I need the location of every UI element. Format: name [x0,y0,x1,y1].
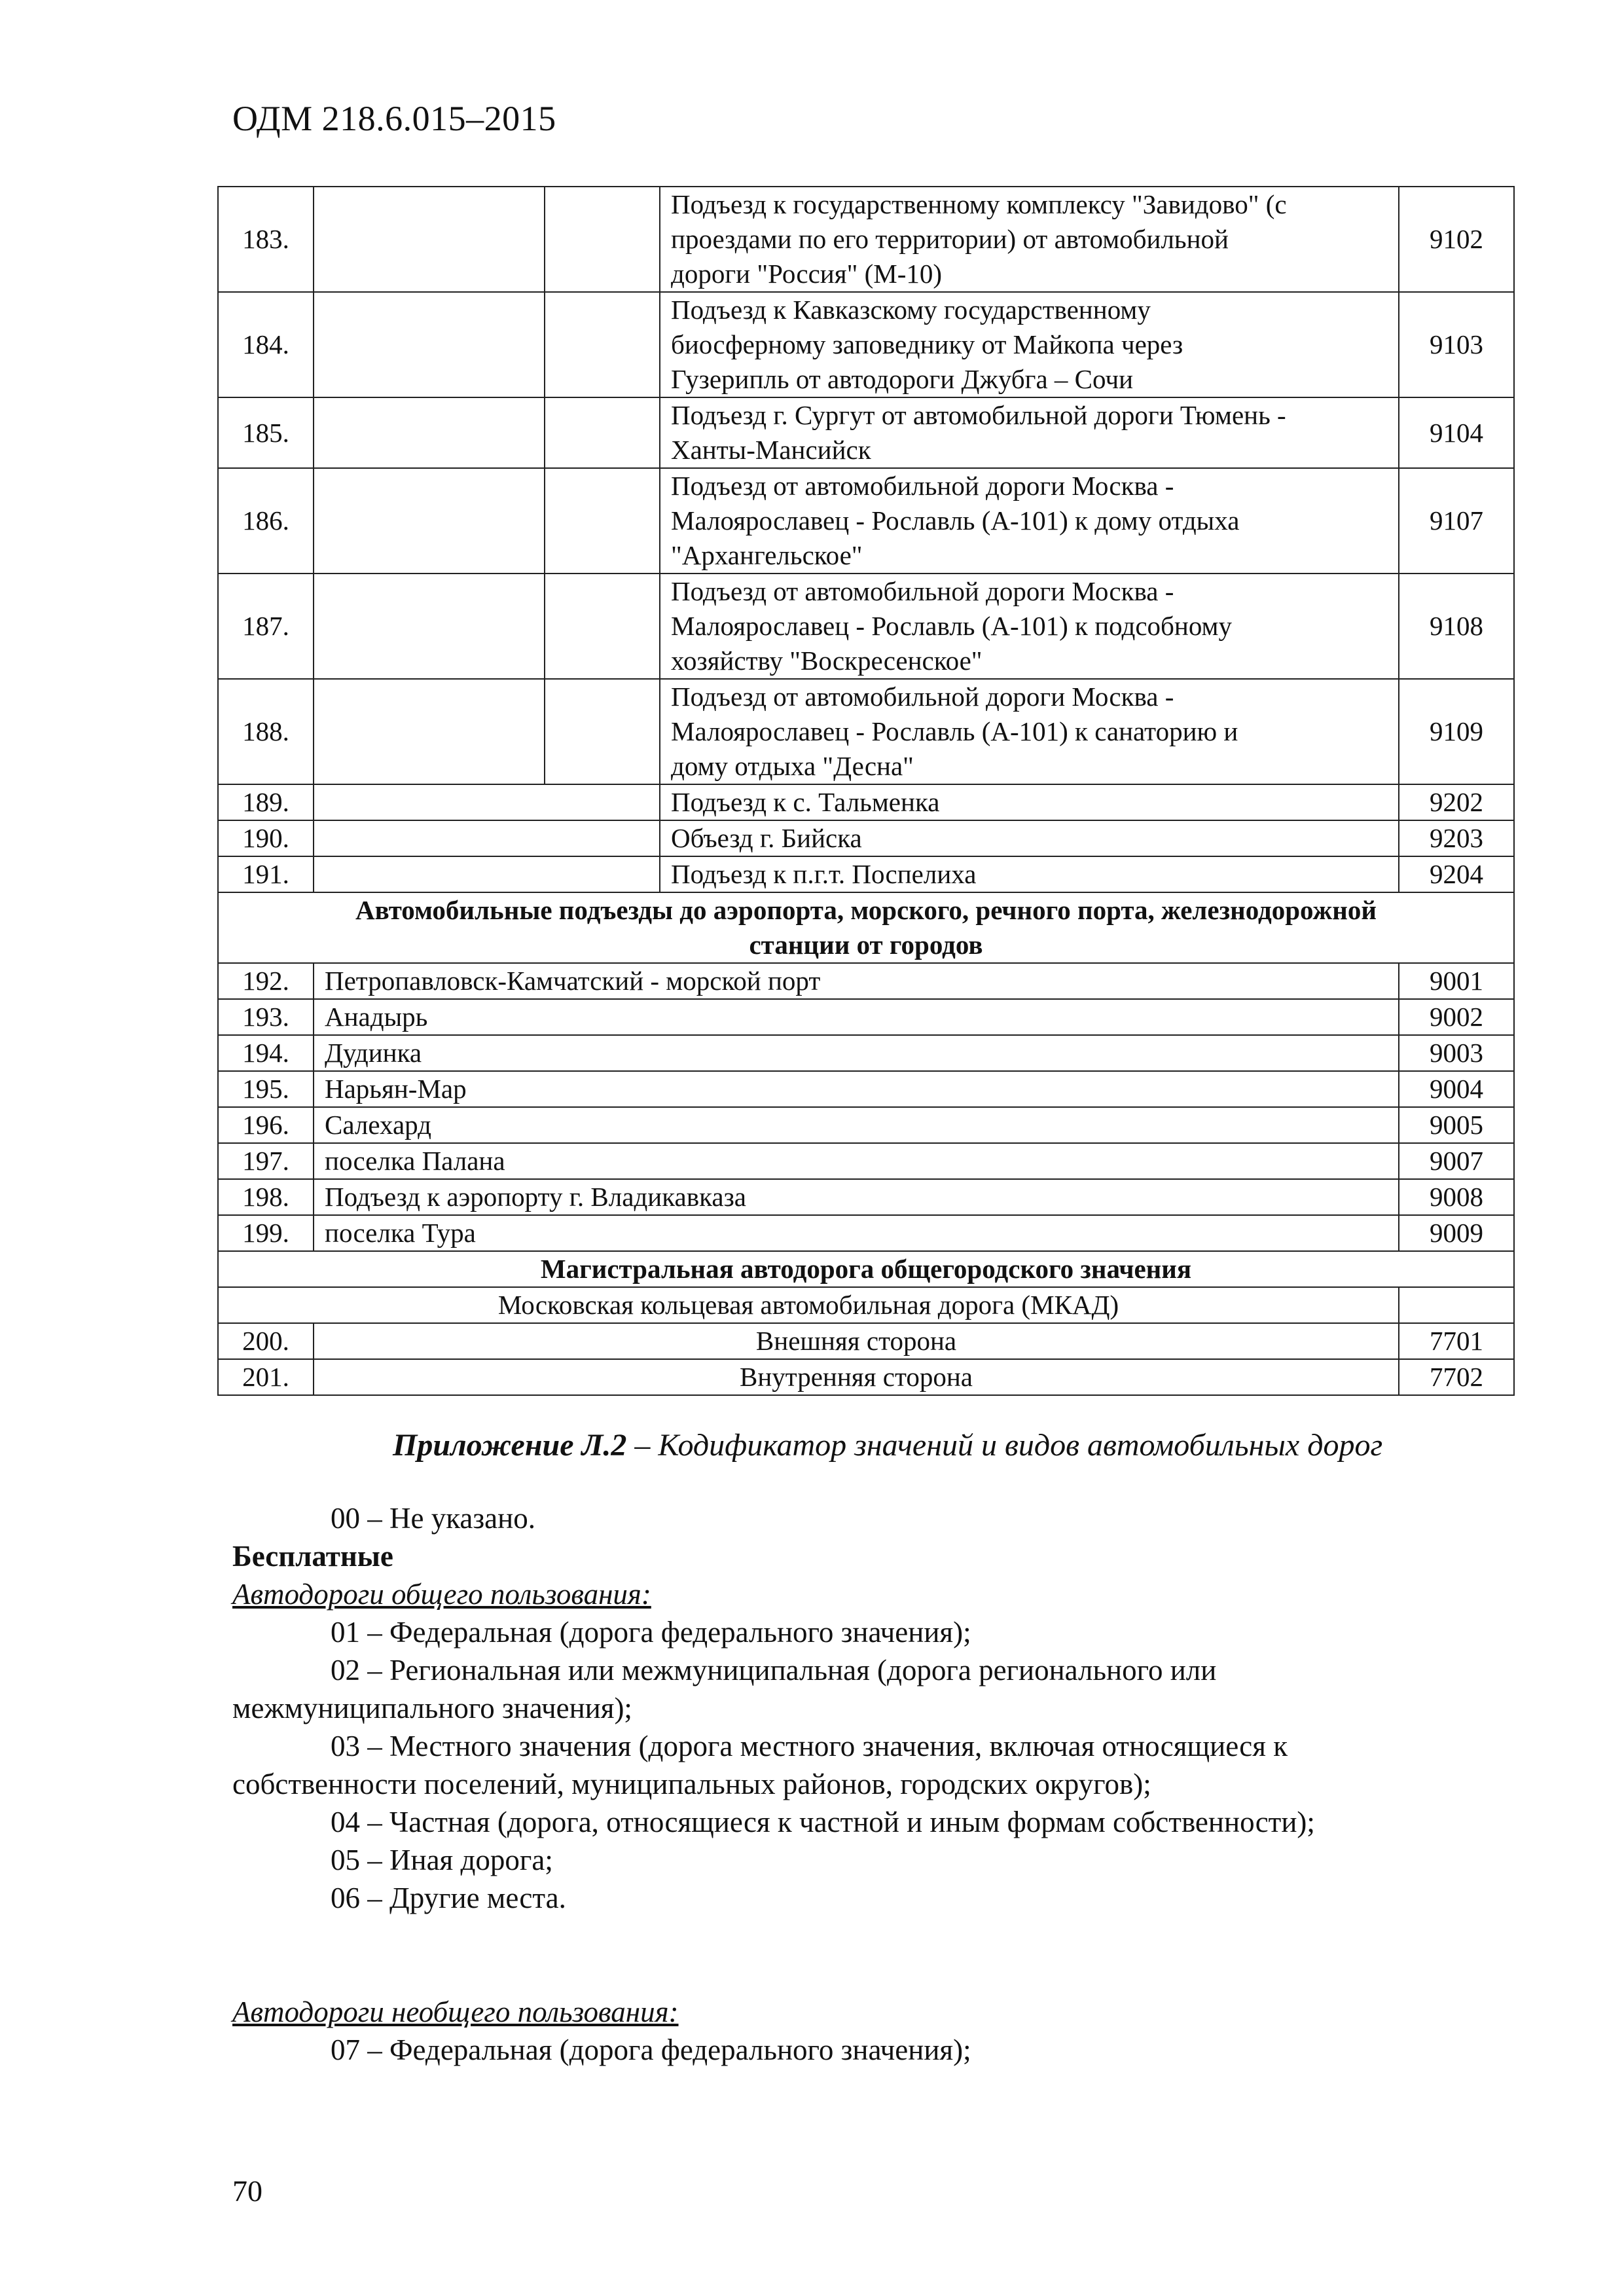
empty-cell [314,397,545,468]
row-number: 187. [218,574,314,679]
road-code: 9008 [1399,1179,1514,1215]
section-line-2: станции от городов [749,930,983,960]
road-name-line: Подъезд от автомобильной дороги Москва - [671,471,1174,501]
table-row [218,1359,1514,1395]
road-name: Салехард [314,1107,1399,1143]
road-name-line: хозяйству "Воскресенское" [671,646,983,676]
empty-cell [545,468,660,574]
table-row [218,784,1514,820]
section-row [218,1251,1514,1287]
code-item-06: 06 – Другие места. [331,1882,566,1914]
row-number: 184. [218,292,314,397]
road-code: 9203 [1399,820,1514,856]
road-name-line: Подъезд г. Сургут от автомобильной дороги Тюмень - [671,400,1286,430]
road-code: 9002 [1399,999,1514,1035]
road-code: 9007 [1399,1143,1514,1179]
table-row [218,1143,1514,1179]
code-item-03: 03 – Местного значения (дорога местного значения, включая относящиеся к собственности поселений, муниципальных районов, городских округов); [232,1730,1288,1800]
road-name-line: Подъезд к п.г.т. Поспелиха [671,859,977,889]
appendix-dash: – [626,1428,659,1463]
road-code: 7701 [1399,1323,1514,1359]
road-name: поселка Палана [314,1143,1399,1179]
appendix-label: Приложение Л.2 [393,1428,627,1463]
road-name: Внешняя сторона [314,1323,1399,1359]
code-item-00: 00 – Не указано. [331,1502,535,1535]
road-name-line: Гузерипль от автодороги Джубга – Сочи [671,364,1134,394]
road-name: Дудинка [314,1035,1399,1071]
section-row [218,892,1514,963]
road-name-line: Ханты-Мансийск [671,435,871,465]
row-number: 195. [218,1071,314,1107]
road-name [660,397,1399,468]
road-code: 9104 [1399,397,1514,468]
empty-cell [545,397,660,468]
mkad-title: Московская кольцевая автомобильная дорога (МКАД) [218,1287,1399,1323]
empty-cell [314,187,545,292]
table-row [218,1035,1514,1071]
road-name-line: дороги "Россия" (М-10) [671,259,943,289]
free-heading: Бесплатные [232,1540,393,1573]
road-code: 9107 [1399,468,1514,574]
road-name-line: Малоярославец - Рославль (А-101) к санаторию и [671,716,1238,746]
road-name-line: Малоярославец - Рославль (А-101) к дому отдыха [671,505,1240,536]
empty-cell [545,574,660,679]
road-name-line: биосферному заповеднику от Майкопа через [671,329,1183,359]
road-name [660,820,1399,856]
empty-cell [545,679,660,784]
road-name [660,292,1399,397]
empty-cell [314,856,660,892]
road-code: 9102 [1399,187,1514,292]
table-row [218,1107,1514,1143]
road-name-line: Подъезд к с. Тальменка [671,787,940,817]
road-name [660,856,1399,892]
road-code: 9108 [1399,574,1514,679]
road-name: Внутренняя сторона [314,1359,1399,1395]
road-code: 9202 [1399,784,1514,820]
code-item-01: 01 – Федеральная (дорога федерального значения); [331,1616,971,1649]
row-number: 191. [218,856,314,892]
document-header: ОДМ 218.6.015–2015 [232,99,556,138]
nonpublic-roads-heading: Автодороги необщего пользования: [232,1995,679,2028]
row-number: 192. [218,963,314,999]
road-name-line: Подъезд к Кавказскому государственному [671,295,1151,325]
appendix-title: Кодификатор значений и видов автомобильных дорог [658,1428,1383,1463]
road-name-line: Объезд г. Бийска [671,823,862,853]
road-code: 9004 [1399,1071,1514,1107]
row-number: 185. [218,397,314,468]
road-name-line: Малоярославец - Рославль (А-101) к подсобному [671,611,1232,641]
table-row [218,1215,1514,1251]
table-row [218,1323,1514,1359]
code-item-07: 07 – Федеральная (дорога федерального значения); [331,2033,971,2066]
road-code: 9204 [1399,856,1514,892]
table-row [218,1179,1514,1215]
road-name-line: Подъезд к государственному комплексу "Завидово" (с [671,189,1287,219]
row-number: 201. [218,1359,314,1395]
row-number: 183. [218,187,314,292]
row-number: 200. [218,1323,314,1359]
road-name [660,679,1399,784]
row-number: 197. [218,1143,314,1179]
table-body-roads-a [218,187,1514,892]
road-name-line: Подъезд от автомобильной дороги Москва - [671,682,1174,712]
road-name: Петропавловск-Камчатский - морской порт [314,963,1399,999]
table-row [218,574,1514,679]
table-body-roads-b [218,963,1514,1251]
row-number: 198. [218,1179,314,1215]
empty-cell [314,820,660,856]
table-row [218,999,1514,1035]
table-row [218,679,1514,784]
road-code: 9005 [1399,1107,1514,1143]
empty-cell [314,292,545,397]
road-name: Анадырь [314,999,1399,1035]
row-number: 188. [218,679,314,784]
road-name [660,468,1399,574]
page-number: 70 [232,2174,262,2208]
table-row [218,856,1514,892]
road-name-line: проездами по его территории) от автомобильной [671,224,1229,254]
row-number: 189. [218,784,314,820]
table-row [218,187,1514,292]
road-name: поселка Тура [314,1215,1399,1251]
empty-cell [314,574,545,679]
table-body-roads-c [218,1323,1514,1395]
table-row [218,292,1514,397]
row-number: 196. [218,1107,314,1143]
empty-cell [545,292,660,397]
empty-cell [545,187,660,292]
mkad-row [218,1287,1514,1323]
empty-cell [314,468,545,574]
table-row [218,1071,1514,1107]
road-code: 9109 [1399,679,1514,784]
appendix-caption [393,1427,1382,1463]
section-line-1: Автомобильные подъезды до аэропорта, морского, речного порта, железнодорожной [355,895,1377,925]
road-code: 7702 [1399,1359,1514,1395]
row-number: 186. [218,468,314,574]
empty-cell [314,679,545,784]
row-number: 193. [218,999,314,1035]
road-name-line: "Архангельское" [671,540,863,570]
public-roads-heading: Автодороги общего пользования: [232,1578,651,1611]
code-item-05: 05 – Иная дорога; [331,1844,553,1876]
road-name [660,574,1399,679]
table-row [218,820,1514,856]
row-number: 190. [218,820,314,856]
row-number: 199. [218,1215,314,1251]
road-name [660,784,1399,820]
mkad-code-empty [1399,1287,1514,1323]
road-name: Подъезд к аэропорту г. Владикавказа [314,1179,1399,1215]
code-item-04: 04 – Частная (дорога, относящиеся к частной и иным формам собственности); [331,1806,1315,1838]
table-row [218,468,1514,574]
section-main-title: Магистральная автодорога общегородского значения [218,1251,1514,1287]
code-item-02: 02 – Региональная или межмуниципальная (дорога регионального или межмуниципального значения); [232,1654,1217,1724]
row-number: 194. [218,1035,314,1071]
table-row [218,397,1514,468]
road-codes-table [217,186,1515,1396]
table-row [218,963,1514,999]
codifier-body [232,1499,1476,2069]
road-name-line: дому отдыха "Десна" [671,751,914,781]
road-code: 9009 [1399,1215,1514,1251]
road-code: 9001 [1399,963,1514,999]
table-section-main [218,1251,1514,1323]
road-code: 9003 [1399,1035,1514,1071]
road-name: Нарьян-Мар [314,1071,1399,1107]
empty-cell [314,784,660,820]
table-section-airports [218,892,1514,963]
road-name [660,187,1399,292]
road-code: 9103 [1399,292,1514,397]
road-name-line: Подъезд от автомобильной дороги Москва - [671,576,1174,606]
